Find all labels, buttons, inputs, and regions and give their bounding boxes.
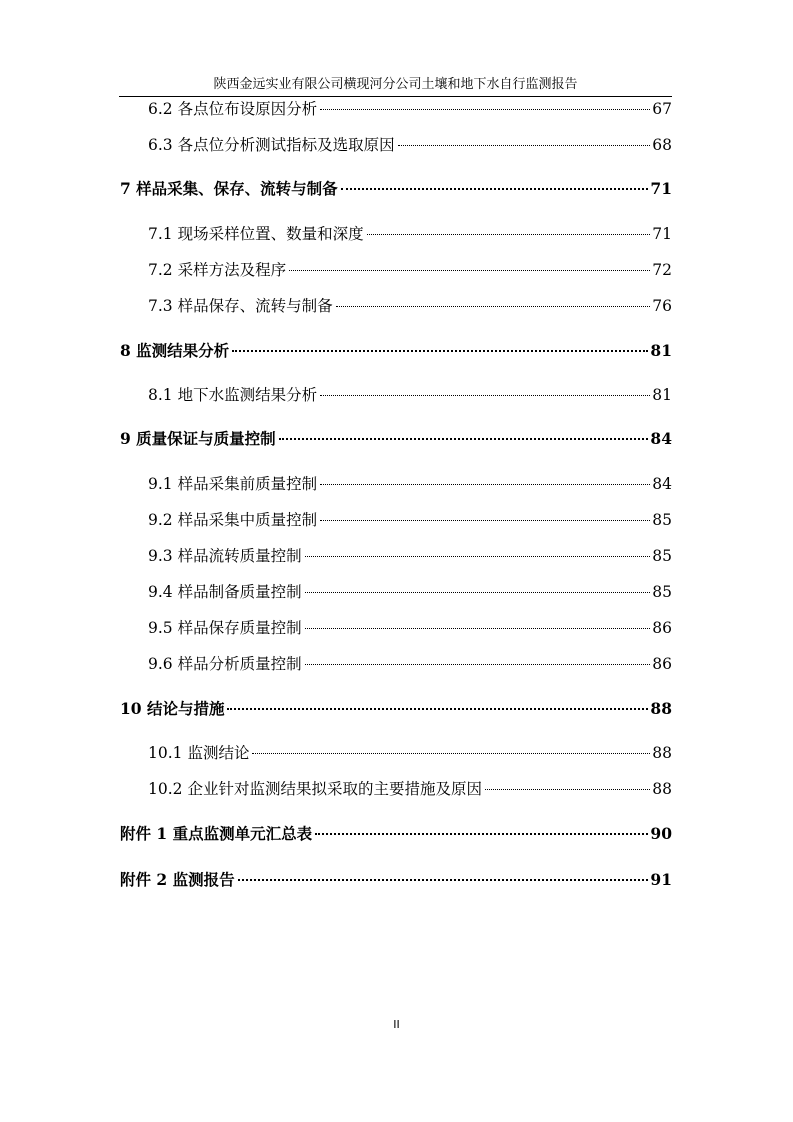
toc-entry-appendix-2[interactable]: [120, 868, 672, 892]
toc-entry-7[interactable]: [120, 177, 672, 201]
toc-entry-label: 10.1 监测结论: [148, 744, 250, 762]
toc-entry-10-1[interactable]: [148, 741, 672, 765]
toc-entry-10-2[interactable]: [148, 777, 672, 801]
toc-entry-page: 88: [652, 780, 672, 798]
toc-entry-8[interactable]: [120, 339, 672, 363]
dot-leader: [320, 484, 650, 485]
toc-entry-page: 91: [650, 870, 672, 889]
dot-leader: [367, 234, 651, 235]
toc-entry-label: 9.4 样品制备质量控制: [148, 583, 302, 601]
toc-entry-label: 附件 2 监测报告: [120, 870, 235, 889]
dot-leader: [305, 628, 651, 629]
dot-leader: [252, 753, 650, 754]
toc-entry-label: 8 监测结果分析: [120, 341, 230, 360]
toc-entry-page: 71: [652, 225, 672, 243]
toc-entry-label: 附件 1 重点监测单元汇总表: [120, 824, 313, 843]
toc-entry-9-2[interactable]: [148, 508, 672, 532]
dot-leader: [398, 145, 651, 146]
toc-entry-label: 6.3 各点位分析测试指标及选取原因: [148, 136, 395, 154]
toc-entry-page: 85: [652, 547, 672, 565]
toc-entry-label: 7.3 样品保存、流转与制备: [148, 297, 333, 315]
toc-entry-page: 85: [652, 583, 672, 601]
dot-leader: [238, 879, 649, 881]
dot-leader: [320, 520, 650, 521]
toc-entry-7-1[interactable]: [148, 222, 672, 246]
toc-entry-8-1[interactable]: [148, 383, 672, 407]
dot-leader: [305, 664, 651, 665]
toc-entry-label: 10.2 企业针对监测结果拟采取的主要措施及原因: [148, 780, 482, 798]
toc-entry-page: 86: [652, 655, 672, 673]
dot-leader: [485, 789, 650, 790]
dot-leader: [315, 833, 648, 835]
toc-entry-page: 90: [650, 824, 672, 843]
toc-entry-page: 86: [652, 619, 672, 637]
toc-entry-page: 88: [652, 744, 672, 762]
toc-entry-9-4[interactable]: [148, 580, 672, 604]
toc-entry-page: 88: [650, 699, 672, 718]
dot-leader: [336, 306, 651, 307]
toc-entry-label: 9.2 样品采集中质量控制: [148, 511, 318, 529]
toc-entry-page: 67: [652, 100, 672, 118]
toc-entry-label: 7.1 现场采样位置、数量和深度: [148, 225, 364, 243]
toc-entry-label: 10 结论与措施: [120, 699, 225, 718]
toc-entry-page: 68: [652, 136, 672, 154]
toc-entry-label: 9 质量保证与质量控制: [120, 429, 276, 448]
toc-entry-6-2[interactable]: [148, 97, 672, 121]
toc-entry-label: 9.3 样品流转质量控制: [148, 547, 302, 565]
dot-leader: [232, 350, 648, 352]
toc-entry-9-6[interactable]: [148, 652, 672, 676]
toc-entry-label: 8.1 地下水监测结果分析: [148, 386, 318, 404]
toc-entry-label: 9.1 样品采集前质量控制: [148, 475, 318, 493]
toc-entry-page: 84: [650, 429, 672, 448]
dot-leader: [320, 109, 650, 110]
toc-entry-label: 7 样品采集、保存、流转与制备: [120, 179, 338, 198]
running-header: 陕西金远实业有限公司横现河分公司土壤和地下水自行监测报告: [213, 77, 578, 92]
toc-entry-7-3[interactable]: [148, 294, 672, 318]
toc-entry-page: 81: [650, 341, 672, 360]
toc-entry-9[interactable]: [120, 427, 672, 451]
toc-entry-9-1[interactable]: [148, 472, 672, 496]
dot-leader: [279, 438, 649, 440]
toc-entry-9-5[interactable]: [148, 616, 672, 640]
toc-entry-label: 6.2 各点位布设原因分析: [148, 100, 318, 118]
toc-entry-7-2[interactable]: [148, 258, 672, 282]
toc-entry-9-3[interactable]: [148, 544, 672, 568]
dot-leader: [305, 556, 651, 557]
dot-leader: [320, 395, 650, 396]
toc-entry-label: 7.2 采样方法及程序: [148, 261, 287, 279]
dot-leader: [227, 708, 648, 710]
dot-leader: [289, 270, 650, 271]
dot-leader: [305, 592, 651, 593]
toc-entry-appendix-1[interactable]: [120, 822, 672, 846]
toc-entry-page: 84: [652, 475, 672, 493]
toc-entry-page: 76: [652, 297, 672, 315]
toc-entry-page: 81: [652, 386, 672, 404]
toc-entry-label: 9.5 样品保存质量控制: [148, 619, 302, 637]
toc-entry-6-3[interactable]: [148, 133, 672, 157]
toc-entry-page: 72: [652, 261, 672, 279]
toc-entry-label: 9.6 样品分析质量控制: [148, 655, 302, 673]
toc-entry-page: 71: [650, 179, 672, 198]
toc-entry-10[interactable]: [120, 697, 672, 721]
toc-entry-page: 85: [652, 511, 672, 529]
dot-leader: [341, 188, 649, 190]
page-number: II: [393, 1018, 400, 1031]
